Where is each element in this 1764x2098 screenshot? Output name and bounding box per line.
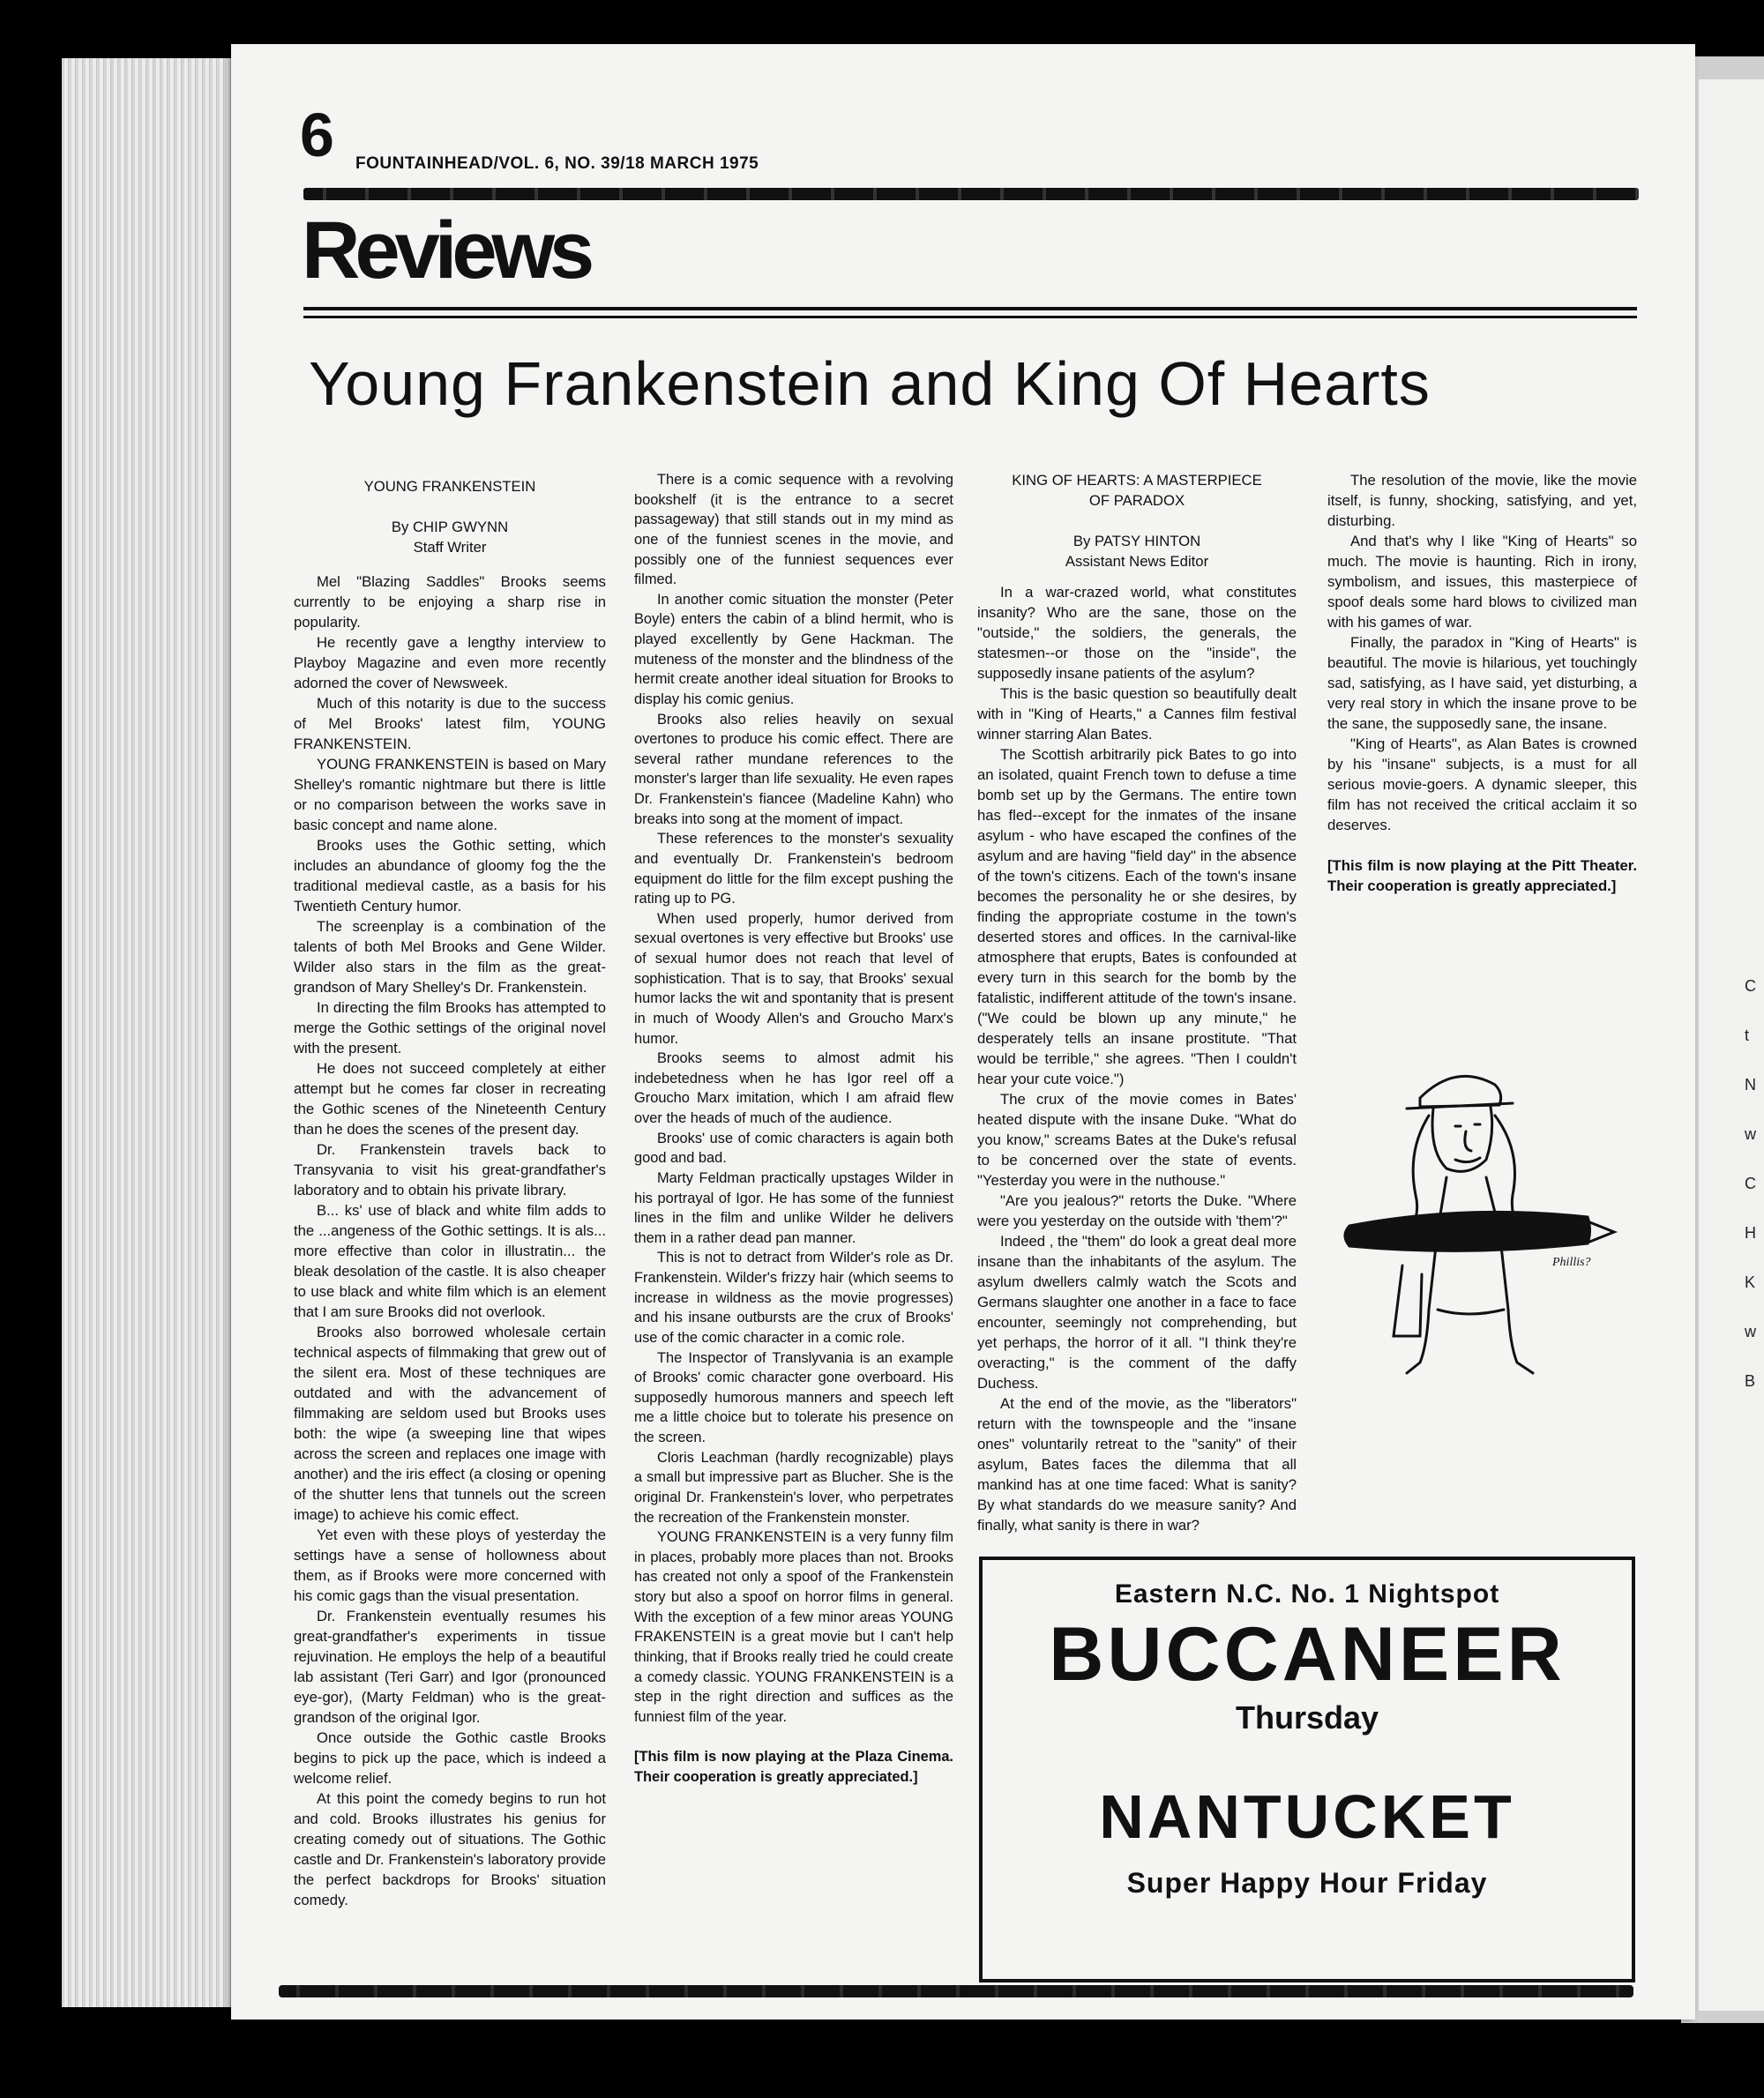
article-paragraph: This is not to detract from Wilder's role as Dr. Frankenstein. Wilder's frizzy hair (which seems to increase in wildness as the movie progresses) and his insane outbursts are the crux of Brooks' use of the comic character in a comic role. [634,1250,953,1346]
review2-column-2 [1327,470,1637,896]
article-paragraph: And that's why I like "King of Hearts" so much. The movie is haunting. Rich in irony, symbolism, and issues, this masterpiece of spoof deals some hard blows to civilized man with his games of war. [1327,533,1637,631]
article-paragraph: In directing the film Brooks has attempted to merge the Gothic settings of the original novel with the present. [294,999,606,1056]
article-paragraph: Marty Feldman practically upstages Wilder in his portrayal of Igor. He has some of the funniest lines in the film and unlike Wilder he delivers them in a rather dead pan manner. [634,1169,953,1246]
next-page-fragment: w [1745,1323,1756,1340]
article-paragraph: The Scottish arbitrarily pick Bates to go into an isolated, quaint French town to defuse a time bomb set up by the Germans. The entire town has fled--except for the inmates of the insane asylum - who have escaped the confines of the asylum and are having "field day" in the absence of the town's citizens. Each of the town's insane becomes the personality he or she desires, by finding the appropriate costume in the town's deserted stores and offices. In the carnival-like atmosphere that erupts, Bates is confounded at every turn in this search for the bomb by the fatalistic, indifferent attitude of the town's insane. ("We could be blown up any minute," he desperately tells an insane prostitute. "That would be terrible," she agrees. "Then I couldn't hear your cute voice.") [977,746,1297,1087]
article-paragraph: This is the basic question so beautifully dealt with in "King of Hearts," a Cannes film festival winner starring Alan Bates. [977,685,1297,743]
article-paragraph: Brooks uses the Gothic setting, which includes an abundance of gloomy fog the the traditional medieval castle, as a basis for his Twentieth Century humor. [294,837,606,915]
next-page-fragment: N [1745,1076,1756,1094]
article-paragraph: Yet even with these ploys of yesterday the settings have a sense of hollowness about them, as if Brooks were more concerned with his comic gags than the visual presentation. [294,1527,606,1604]
review1-kicker: YOUNG FRANKENSTEIN [363,478,536,495]
ad-venue-name: BUCCANEER [1049,1612,1566,1697]
article-paragraph: In a war-crazed world, what constitutes insanity? Who are the sane, those on the "outside," the soldiers, the generals, the statesmen--or those on the "inside", the supposedly insane patients of the asylum? [977,584,1297,682]
review1-column-1 [294,571,606,1910]
article-paragraph: Brooks seems to almost admit his indebetedness when he has Igor reel off a Groucho Marx imitation, which I am afraid flew over the heads of much of the audience. [634,1050,953,1126]
article-paragraph: Indeed , the "them" do look a great deal more insane than the inhabitants of the asylum. The asylum dwellers calmly watch the Scots and Germans slaughter one another in a face to face encounter, seemingly not comprehending, but yet perhaps, the horror of it all. "I think they're overacting," is the comment of the daffy Duchess. [977,1233,1297,1392]
article-paragraph: Cloris Leachman (hardly recognizable) plays a small but impressive part as Blucher. She is the original Dr. Frankenstein's lover, who perpetrates the recreation of the Frankenstein monster. [634,1449,953,1526]
top-rule [303,188,1639,200]
article-paragraph: B... ks' use of black and white film adds to the ...angeness of the Gothic settings. It is als... more effective than color in illustratin... the bleak desolation of the castle. It is also cheaper to use black and white film which is an element that I am sure Brooks did not overlook. [294,1202,606,1320]
next-page-text-fragments [1745,961,1756,1406]
article-paragraph: Mel "Blazing Saddles" Brooks seems currently to be enjoying a sharp rise in popularity. [294,573,606,631]
review1-author-title: Staff Writer [413,539,487,556]
next-page-fragment: C [1745,977,1756,995]
article-paragraph: These references to the monster's sexuality and eventually Dr. Frankenstein's bedroom equipment do little for the film except pushing the rating up to PG. [634,831,953,907]
section-rule [303,307,1637,318]
film-credit-note: [This film is now playing at the Pitt Theater. Their cooperation is greatly appreciated.] [1327,857,1637,894]
article-paragraph: He does not succeed completely at either attempt but he comes far closer in recreating the Gothic scenes of the Nineteenth Century than he does the scenes of the present day. [294,1060,606,1138]
article-paragraph: When used properly, humor derived from sexual overtones is very effective but Brooks' use of sexual humor does not reach that level of sophistication. That is to say, that Brooks' sexual humor lacks the wit and spontanity that is present in much of Woody Allen's and Groucho Marx's humor. [634,910,953,1047]
review2-header [977,470,1297,571]
article-paragraph: Dr. Frankenstein eventually resumes his great-grandfather's experiments in tissue rejuvination. He employs the help of a beautiful lab assistant (Teri Garr) and Igor (pronounced eye-gor), (Marty Feldman) who is the great-grandson of the original Igor. [294,1608,606,1726]
page-number: 6 [300,101,334,169]
buccaneer-advertisement [979,1557,1635,1982]
article-paragraph: Brooks also borrowed wholesale certain technical aspects of filmmaking that grew out of the silent era. Most of these techniques are outdated and with the advancement of filmmaking are seldom used but Brooks uses both: the wipe (a sweeping line that wipes across the screen and replaces one image with another) and the iris effect (a closing or opening of the shutter lens that tunnels out the screen image) to achieve his comic effect. [294,1324,606,1523]
section-title: Reviews [302,205,590,295]
next-page-fragment: H [1745,1224,1756,1242]
masthead: FOUNTAINHEAD/VOL. 6, NO. 39/18 MARCH 1975 [355,154,759,173]
ad-band-name: NANTUCKET [1099,1782,1515,1851]
next-page-fragment: t [1745,1027,1750,1044]
article-paragraph: Brooks also relies heavily on sexual overtones to produce his comic effect. There are several rather mundane references to the monster's larger than life sexuality. He even rapes Dr. Frankenstein's fiancee (Madeline Kahn) who breaks into song at the moment of impact. [634,711,953,827]
article-paragraph: The screenplay is a combination of the talents of both Mel Brooks and Gene Wilder. Wilder also stars in the film as the great-grandson of Mary Shelley's Dr. Frankenstein. [294,918,606,996]
review2-byline: By PATSY HINTON [1073,533,1201,549]
review1-column-2 [634,470,953,1788]
article-paragraph: At the end of the movie, as the "liberators" return with the townspeople and the "insane ones" voluntarily retreat to the "sanity" of their asylum, Bates faces the dilemma that all mankind has at one time faced: What is sanity? By what standards do we measure sanity? And finally, what sanity is there in war? [977,1395,1297,1534]
review1-header [294,476,606,557]
ad-happy-hour: Super Happy Hour Friday [1126,1867,1488,1899]
next-page-edge [1699,79,1764,2011]
article-paragraph: "King of Hearts", as Alan Bates is crowned by his "insane" subjects, is a must for all serious movie-goers. A dynamic sleeper, this film has not received the critical acclaim it so deserves. [1327,735,1637,833]
review1-byline: By CHIP GWYNN [391,519,509,535]
headline: Young Frankenstein and King Of Hearts [309,349,1431,418]
review2-column-1 [977,582,1297,1535]
review2-kicker: KING OF HEARTS: A MASTERPIECE [1012,472,1262,489]
article-paragraph: Brooks' use of comic characters is again both good and bad. [634,1130,953,1167]
article-paragraph: "Are you jealous?" retorts the Duke. "Where were you yesterday on the outside with 'them'?" [977,1192,1297,1229]
review2-author-title: Assistant News Editor [1065,553,1209,570]
ad-day: Thursday [1235,1699,1379,1736]
review2-kicker-2: OF PARADOX [1088,492,1185,509]
next-page-fragment: B [1745,1372,1756,1390]
article-paragraph: Dr. Frankenstein travels back to Transyvania to visit his great-grandfather's laboratory and to obtain his private library. [294,1141,606,1198]
article-paragraph: Once outside the Gothic castle Brooks begins to pick up the pace, which is indeed a welcome relief. [294,1729,606,1787]
article-paragraph: The crux of the movie comes in Bates' heated dispute with the insane Duke. "What do you know," screams Bates at the Duke's refusal to be concerned over the state of events. "Yesterday you were in the nuthouse." [977,1091,1297,1189]
next-page-fragment: w [1745,1125,1756,1143]
article-paragraph: Finally, the paradox in "King of Hearts" is beautiful. The movie is hilarious, yet touchingly sad, satisfying, as I have said, yet disturbing, a very real story in which the insane prove to be the sane, the supposedly sane, the insane. [1327,634,1637,732]
article-paragraph: The Inspector of Translyvania is an example of Brooks' comic character gone overboard. His supposedly humorous manners and speech left me a little choice but to tolerate his presence on the screen. [634,1349,953,1445]
article-paragraph: Much of this notarity is due to the success of Mel Brooks' latest film, YOUNG FRANKENSTEIN. [294,695,606,752]
bottom-rule [279,1985,1633,1997]
next-page-fragment: C [1745,1175,1756,1192]
ad-tagline: Eastern N.C. No. 1 Nightspot [1114,1579,1500,1609]
cartoon-signature: Phillis? [1552,1256,1591,1269]
soldier-cartoon [1323,1045,1623,1389]
article-paragraph: At this point the comedy begins to run hot and cold. Brooks illustrates his genius for creating comedy out of situations. The Gothic castle and Dr. Frankenstein's laboratory provide the perfect backdrops for Brooks' situation comedy. [294,1790,606,1908]
article-paragraph: In another comic situation the monster (Peter Boyle) enters the cabin of a blind hermit, who is played excellently by Gene Hackman. The muteness of the monster and the blindness of the hermit create another ideal situation for Brooks to display his comic genius. [634,591,953,707]
article-paragraph: The resolution of the movie, like the movie itself, is funny, shocking, satisfying, and yet, disturbing. [1327,472,1637,529]
article-paragraph: YOUNG FRANKENSTEIN is a very funny film in places, probably more places than not. Brooks has created not only a spoof of the Frankenstein story but also a spoof on horror films in general. With the exception of a few minor areas YOUNG FRAKENSTEIN is a great movie but I can't help thinking, that if Brooks really tried he could create a comedy classic. YOUNG FRANKENSTEIN is a step in the right direction and suffices as the funniest film of the year. [634,1529,953,1725]
article-paragraph: There is a comic sequence with a revolving bookshelf (it is the entrance to a secret passageway) that still stands out in my mind as one of the funniest scenes in the movie, and possibly one of the funniest sequences ever filmed. [634,472,953,588]
film-credit-note: [This film is now playing at the Plaza Cinema. Their cooperation is greatly appreciated.] [634,1749,953,1785]
next-page-fragment: K [1745,1273,1756,1291]
article-paragraph: YOUNG FRANKENSTEIN is based on Mary Shelley's romantic nightmare but there is little or no comparison between the works save in basic concept and name alone. [294,756,606,833]
article-paragraph: He recently gave a lengthy interview to Playboy Magazine and even more recently adorned the cover of Newsweek. [294,634,606,691]
